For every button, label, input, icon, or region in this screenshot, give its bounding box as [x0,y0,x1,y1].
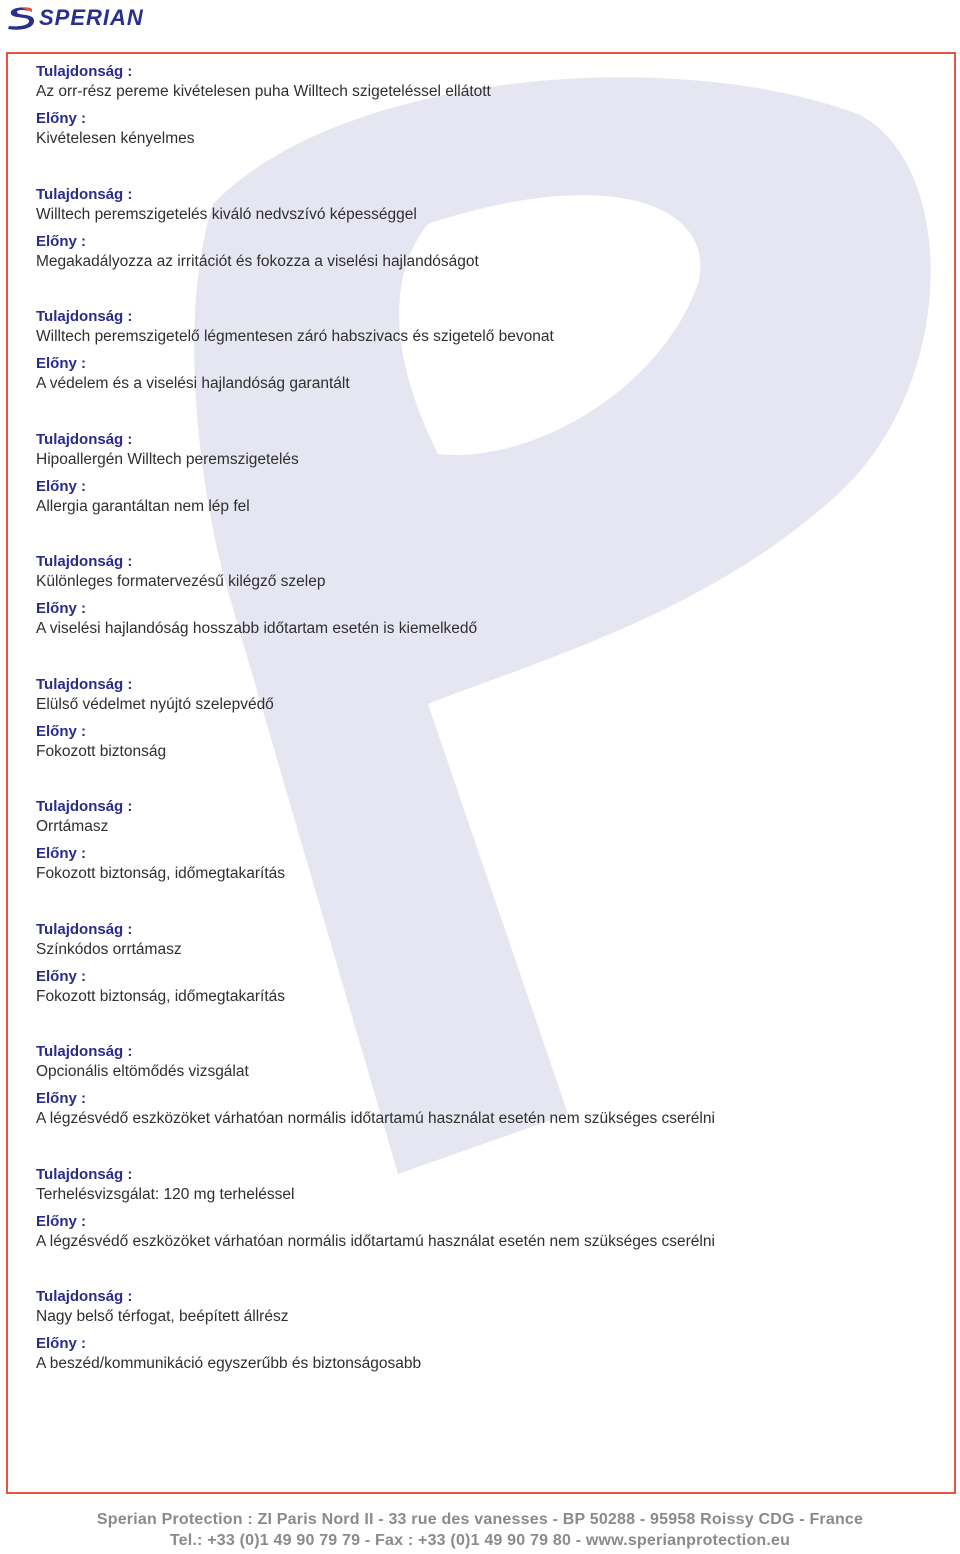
property-benefit-list [36,62,934,1410]
benefit-label: Előny : [36,1090,87,1107]
benefit-value: Kivételesen kényelmes [36,130,195,147]
brand-name: SPERIAN [39,5,144,30]
benefit-value: Fokozott biztonság, időmegtakarítás [36,865,285,882]
property-label: Tulajdonság : [36,308,133,325]
list-item [36,1042,934,1165]
property-value: Különleges formatervezésű kilégző szelep [36,573,326,590]
benefit-value: A védelem és a viselési hajlandóság garantált [36,375,350,392]
sperian-logo-mark-icon [5,5,37,31]
property-label: Tulajdonság : [36,798,133,815]
property-label: Tulajdonság : [36,1043,133,1060]
property-label: Tulajdonság : [36,553,133,570]
property-label: Tulajdonság : [36,920,133,938]
property-value: Hipoallergén Willtech peremszigetelés [36,450,299,468]
benefit-value: Fokozott biztonság [36,742,167,760]
property-value: Az orr-rész pereme kivételesen puha Willtech szigeteléssel ellátott [36,83,491,100]
benefit-label: Előny : [36,600,87,617]
list-item [36,797,934,920]
list-item [36,675,934,798]
property-value: Színkódos orrtámasz [36,940,182,958]
benefit-label: Előny : [36,232,87,250]
content-frame [6,52,956,1494]
benefit-value: Fokozott biztonság, időmegtakarítás [36,987,285,1005]
benefit-label: Előny : [36,1335,87,1352]
benefit-value: Allergia garantáltan nem lép fel [36,497,250,515]
footer-contact: Tel.: +33 (0)1 49 90 79 79 - Fax : +33 (0)1 49 90 79 80 - www.sperianprotection.eu [169,1532,791,1549]
benefit-label: Előny : [36,1212,87,1230]
list-item [36,552,934,675]
property-value: Elülső védelmet nyújtó szelepvédő [36,695,274,713]
benefit-label: Előny : [36,722,87,740]
benefit-value: A légzésvédő eszközöket várhatóan normális időtartamú használat esetén nem szükséges cserélni [36,1232,715,1250]
benefit-label: Előny : [36,845,87,862]
list-item [36,185,934,308]
benefit-value: A viselési hajlandóság hosszabb időtartam esetén is kiemelkedő [36,620,478,637]
benefit-label: Előny : [36,967,87,985]
list-item [36,430,934,553]
benefit-label: Előny : [36,355,87,372]
benefit-label: Előny : [36,110,87,127]
property-label: Tulajdonság : [36,63,133,80]
benefit-value: A légzésvédő eszközöket várhatóan normális időtartamú használat esetén nem szükséges cserélni [36,1110,715,1127]
property-label: Tulajdonság : [36,1165,133,1183]
property-label: Tulajdonság : [36,430,133,448]
property-value: Orrtámasz [36,818,109,835]
list-item [36,1165,934,1288]
property-value: Willtech peremszigetelő légmentesen záró habszivacs és szigetelő bevonat [36,328,554,345]
sperian-logo [5,4,144,32]
benefit-label: Előny : [36,477,87,495]
list-item [36,62,934,185]
property-value: Terhelésvizsgálat: 120 mg terheléssel [36,1185,295,1203]
footer-address: Sperian Protection : ZI Paris Nord II - 33 rue des vanesses - BP 50288 - 95958 Roissy CDG - France [96,1511,864,1528]
list-item [36,1287,934,1410]
benefit-value: Megakadályozza az irritációt és fokozza a viselési hajlandóságot [36,252,479,270]
property-label: Tulajdonság : [36,1288,133,1305]
property-value: Willtech peremszigetelés kiváló nedvszívó képességgel [36,205,417,223]
list-item [36,920,934,1043]
property-label: Tulajdonság : [36,675,133,693]
list-item [36,307,934,430]
property-value: Opcionális eltömődés vizsgálat [36,1063,249,1080]
benefit-value: A beszéd/kommunikáció egyszerűbb és biztonságosabb [36,1355,422,1372]
property-value: Nagy belső térfogat, beépített állrész [36,1308,289,1325]
property-label: Tulajdonság : [36,185,133,203]
